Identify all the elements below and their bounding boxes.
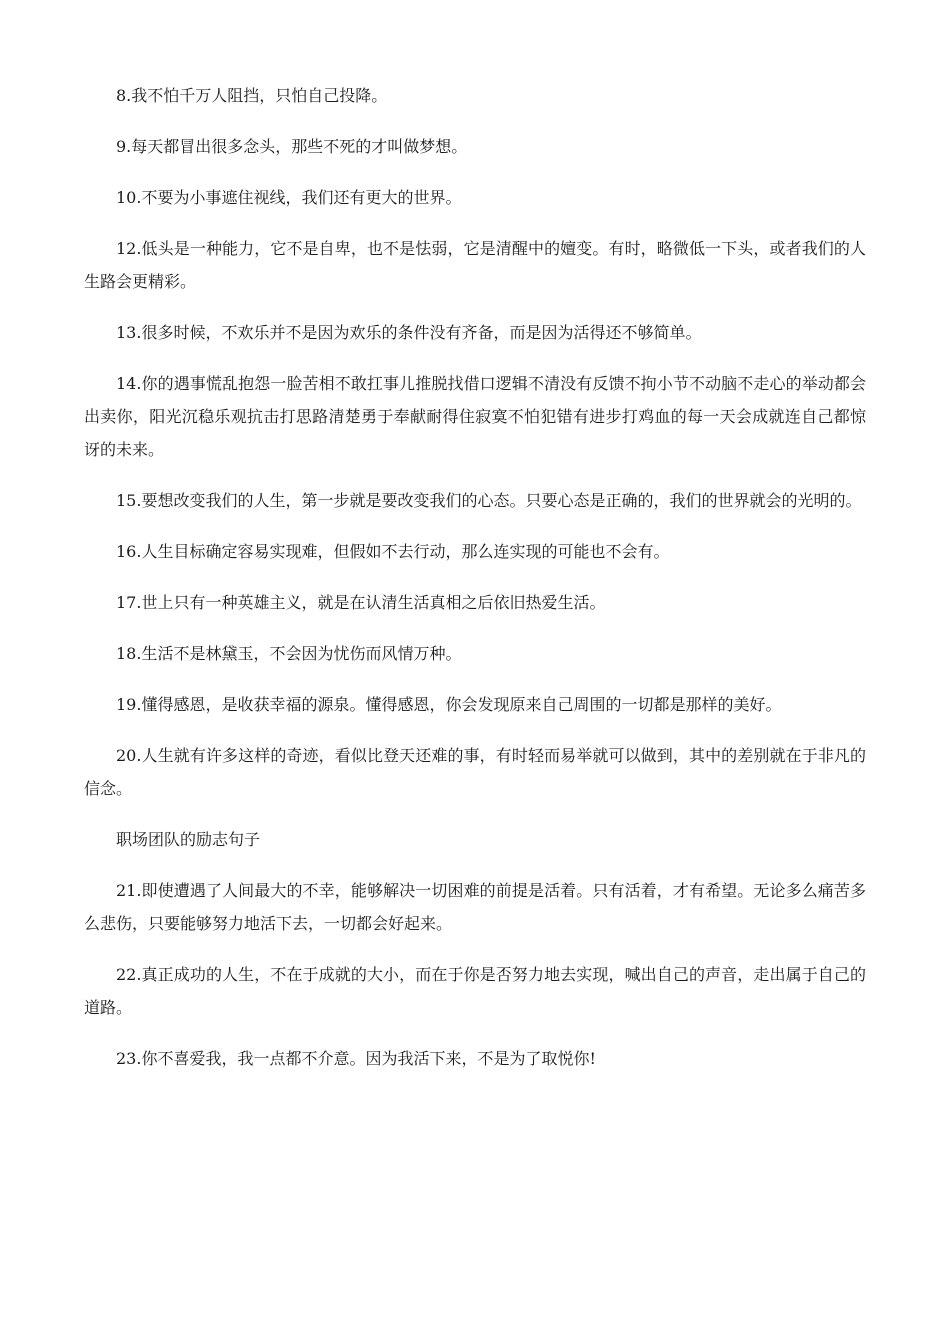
quote-paragraph: 17.世上只有一种英雄主义，就是在认清生活真相之后依旧热爱生活。: [116, 593, 606, 612]
quote-paragraph: 18.生活不是林黛玉，不会因为忧伤而风情万种。: [116, 644, 462, 663]
quote-paragraph: 23.你不喜爱我，我一点都不介意。因为我活下来，不是为了取悦你!: [116, 1049, 596, 1068]
quote-paragraph: 21.即使遭遇了人间最大的不幸，能够解决一切困难的前提是活着。只有活着，才有希望。无论多么痛苦多么悲伤，只要能够努力地活下去，一切都会好起来。: [84, 881, 866, 933]
document-body: [84, 79, 866, 1093]
section-heading: 职场团队的励志句子: [116, 830, 261, 849]
quote-paragraph: 12.低头是一种能力，它不是自卑，也不是怯弱，它是清醒中的嬗变。有时，略微低一下头，或者我们的人生路会更精彩。: [84, 239, 866, 291]
quote-paragraph: 9.每天都冒出很多念头，那些不死的才叫做梦想。: [116, 137, 468, 156]
quote-paragraph: 14.你的遇事慌乱抱怨一脸苦相不敢扛事儿推脱找借口逻辑不清没有反馈不拘小节不动脑不走心的举动都会出卖你，阳光沉稳乐观抗击打思路清楚勇于奉献耐得住寂寞不怕犯错有进步打鸡血的每一天会成就连自己都惊讶的未来。: [84, 374, 866, 459]
quote-paragraph: 15.要想改变我们的人生，第一步就是要改变我们的心态。只要心态是正确的，我们的世界就会的光明的。: [116, 491, 862, 510]
quote-paragraph: 16.人生目标确定容易实现难，但假如不去行动，那么连实现的可能也不会有。: [116, 542, 670, 561]
quote-paragraph: 20.人生就有许多这样的奇迹，看似比登天还难的事，有时轻而易举就可以做到，其中的差别就在于非凡的信念。: [84, 746, 866, 798]
quote-paragraph: 22.真正成功的人生，不在于成就的大小，而在于你是否努力地去实现，喊出自己的声音，走出属于自己的道路。: [84, 965, 866, 1017]
quote-paragraph: 8.我不怕千万人阻挡，只怕自己投降。: [116, 86, 388, 105]
quote-paragraph: 10.不要为小事遮住视线，我们还有更大的世界。: [116, 188, 462, 207]
quote-paragraph: 19.懂得感恩，是收获幸福的源泉。懂得感恩，你会发现原来自己周围的一切都是那样的美好。: [116, 695, 782, 714]
quote-paragraph: 13.很多时候，不欢乐并不是因为欢乐的条件没有齐备，而是因为活得还不够简单。: [116, 323, 702, 342]
